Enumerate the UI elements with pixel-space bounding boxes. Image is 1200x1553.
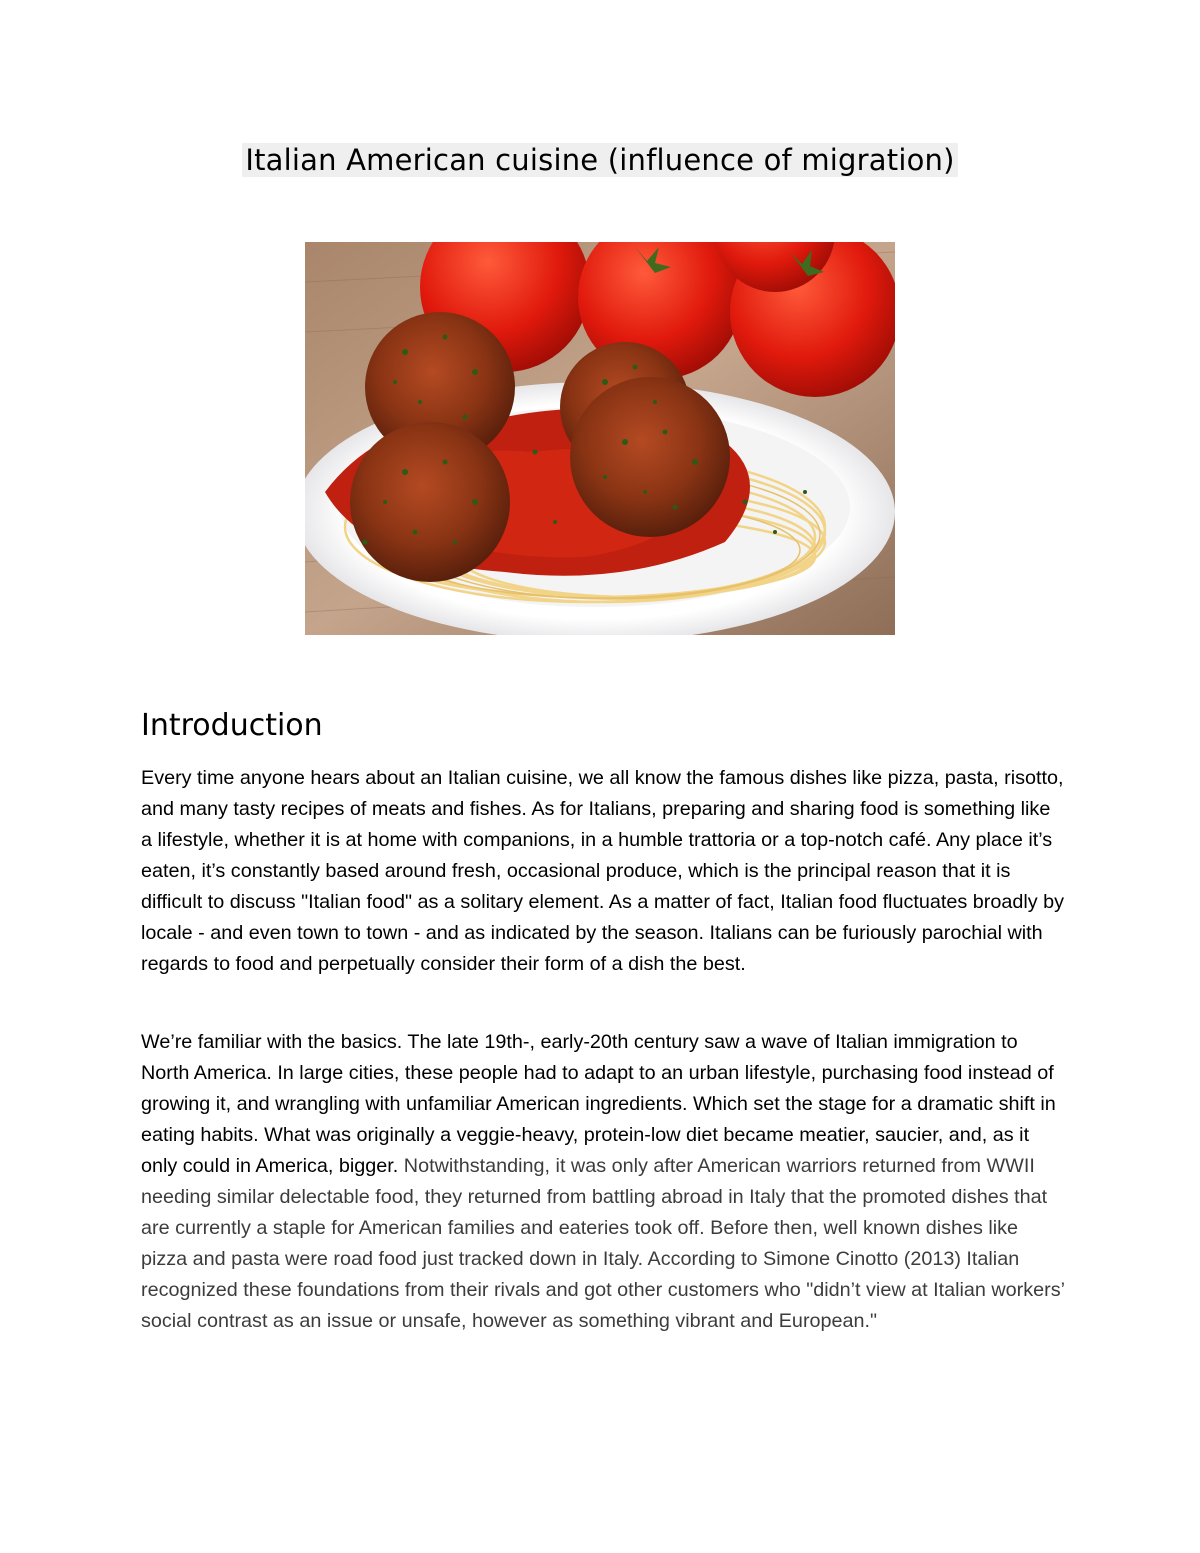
document-title-text: Italian American cuisine (influence of migration)	[242, 143, 957, 177]
paragraph-2-part-b: Notwithstanding, it was only after American warriors returned from WWII needing similar delectable food, they returned from battling abroad in Italy that the promoted dishes that are currently a staple for American families and eateries took off. Before then, well known dishes like pizza and pasta were road food just tracked down in Italy. According to Simone Cinotto (2013) Italian recognized these foundations from their rivals and got other customers who "didn’t view at Italian workers’ social contrast as an issue or unsafe, however as something vibrant and European."	[141, 1155, 1065, 1332]
section-heading-introduction: Introduction	[141, 708, 323, 743]
paragraph-2	[141, 1027, 1066, 1337]
paragraph-1: Every time anyone hears about an Italian cuisine, we all know the famous dishes like pizza, pasta, risotto, and many tasty recipes of meats and fishes. As for Italians, preparing and sharing food is something like a lifestyle, whether it is at home with companions, in a humble trattoria or a top-notch café. Any place it’s eaten, it’s constantly based around fresh, occasional produce, which is the principal reason that it is difficult to discuss "Italian food" as a solitary element. As a matter of fact, Italian food fluctuates broadly by locale - and even town to town - and as indicated by the season. Italians can be furiously parochial with regards to food and perpetually consider their form of a dish the best.	[141, 767, 1064, 975]
paragraph-2-part-a: We’re familiar with the basics. The late 19th-, early-20th century saw a wave of Italian immigration to North America. In large cities, these people had to adapt to an urban lifestyle, purchasing food instead of growing it, and wrangling with unfamiliar American ingredients. Which set the stage for a dramatic shift in eating habits. What was originally a veggie-heavy, protein-low diet became meatier, saucier, and, as it only could in America, bigger.	[141, 1031, 1056, 1177]
document-title	[0, 140, 1200, 180]
spaghetti-meatballs-photo	[305, 242, 895, 635]
